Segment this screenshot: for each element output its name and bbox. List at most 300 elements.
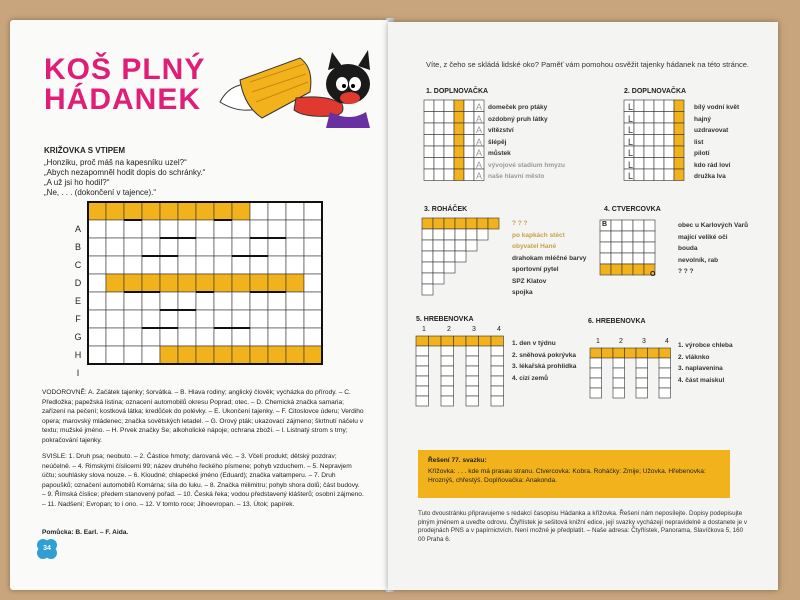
clue-item: vítězství [488, 127, 514, 134]
puzzle-cell [434, 158, 444, 170]
puzzle-cell [611, 231, 622, 242]
puzzle-cell [654, 135, 664, 147]
puzzle-cell [622, 220, 633, 231]
crossword-cell [268, 274, 286, 292]
comb-number: 4 [497, 326, 501, 333]
comb-number: 1 [422, 326, 426, 333]
puzzle-cell [491, 396, 504, 406]
crossword-cell [196, 346, 214, 364]
crossword-cell [286, 310, 304, 328]
crossword-cell [214, 220, 232, 238]
puzzle-cell [613, 348, 625, 358]
crossword-cell [124, 292, 142, 310]
puzzle-cell [441, 396, 454, 406]
puzzle-cell [455, 229, 466, 240]
crossword-cell [88, 256, 106, 274]
crossword-cell [286, 220, 304, 238]
puzzle-1-title: 1. DOPLNOVAČKA [426, 88, 489, 95]
clue-item: kdo rád loví [694, 161, 731, 169]
puzzle-cell [634, 112, 644, 124]
intro-text: Víte, z čeho se skládá lidské oko? Paměť vám pomohou osvěžit tajenky hádanek na této stránce. [426, 60, 749, 69]
crossword-cell [286, 238, 304, 256]
crossword-cell [142, 328, 160, 346]
crossword-cell [214, 346, 232, 364]
puzzle-cell [636, 348, 648, 358]
puzzle-cell [590, 378, 602, 388]
puzzle-cell [633, 242, 644, 253]
puzzle-cell [424, 158, 434, 170]
crossword-cell [142, 202, 160, 220]
clue-item: drahokam mléčné barvy [512, 254, 587, 262]
crossword-cell [124, 310, 142, 328]
crossword-cell [160, 274, 178, 292]
puzzle-cell [634, 135, 644, 147]
puzzle-cell [664, 100, 674, 112]
row-label: B [74, 242, 81, 252]
puzzle-cell [644, 253, 655, 264]
puzzle-cell [444, 218, 455, 229]
puzzle-cell [644, 231, 655, 242]
left-page [10, 20, 388, 590]
crossword-cell [286, 256, 304, 274]
crossword-cell [142, 274, 160, 292]
puzzle-5-clues [512, 338, 592, 384]
puzzle-cell [600, 253, 611, 264]
crossword-cell [268, 238, 286, 256]
puzzle-3-title: 3. ROHÁČEK [424, 206, 468, 213]
cat-basket-illustration [200, 40, 380, 130]
puzzle-cell [659, 358, 671, 368]
crossword-cell [304, 328, 322, 346]
puzzle-cell [590, 368, 602, 378]
clue-item: 3. lékařská prohlídka [512, 363, 577, 370]
crossword-cell [250, 220, 268, 238]
crossword-cell [124, 274, 142, 292]
crossword-cell [304, 220, 322, 238]
crossword-cell [178, 256, 196, 274]
puzzle-cell [674, 158, 684, 170]
crossword-cell [106, 346, 124, 364]
crossword-cell [160, 310, 178, 328]
puzzle-cell [454, 112, 464, 124]
puzzle-3-grid [422, 218, 512, 302]
crossword-cell [214, 202, 232, 220]
puzzle-cell [674, 169, 684, 181]
puzzle-cell [613, 358, 625, 368]
clue-item: ? ? ? [678, 268, 694, 275]
puzzle-6-numbers [592, 338, 682, 346]
solution-text: Křížovka: . . . kde má prasau stranu. Ctvercovka: Kobra. Roháčky: Zmije; Užovka. Hřebenovka: Hroznýš, chřestýš. Doplňovačka: Anakonda. [428, 468, 706, 484]
comb-number: 3 [472, 326, 476, 333]
crossword-cell [124, 256, 142, 274]
puzzle-cell [434, 169, 444, 181]
crossword-cell [286, 292, 304, 310]
puzzle-letter: A [476, 102, 483, 112]
clue-item: 1. den v týdnu [512, 340, 556, 347]
puzzle-6-title: 6. HREBENOVKA [588, 318, 646, 325]
clue-item: 4. část maiskul [678, 376, 725, 384]
crossword-cell [88, 202, 106, 220]
clue-item: 4. cizí zemů [512, 374, 549, 382]
puzzle-letter: L [628, 125, 634, 135]
crossword-cell [106, 328, 124, 346]
section-heading: KRIŽOVKA S VTIPEM [44, 146, 126, 155]
puzzle-3-clues [512, 218, 586, 299]
puzzle-cell [674, 100, 684, 112]
joke-line: „Abych nezapomněl hodit dopis do schránky.“ [44, 168, 206, 177]
page-number: 34 [43, 545, 51, 552]
crossword-cell [88, 292, 106, 310]
puzzle-cell [444, 100, 454, 112]
puzzle-2-title: 2. DOPLNOVAČKA [624, 88, 687, 95]
crossword-cell [124, 328, 142, 346]
crossword-cell [250, 346, 268, 364]
puzzle-cell [422, 240, 433, 251]
crossword-cell [268, 202, 286, 220]
puzzle-cell [659, 378, 671, 388]
crossword-cell [124, 346, 142, 364]
puzzle-4-corner-o: O [650, 271, 656, 278]
joke-line: „A už jsi ho hodil?“ [44, 178, 110, 187]
clue-item: list [694, 138, 704, 146]
crossword-cell [178, 328, 196, 346]
puzzle-cell [464, 123, 474, 135]
row-label: H [74, 350, 82, 360]
puzzle-cell [636, 388, 648, 398]
puzzle-cell [590, 358, 602, 368]
crossword-cell [106, 274, 124, 292]
clue-item: spojka [512, 289, 533, 296]
crossword-cell [142, 292, 160, 310]
puzzle-cell [590, 348, 602, 358]
puzzle-cell [659, 348, 671, 358]
puzzle-cell [466, 240, 477, 251]
puzzle-4-clues [678, 220, 748, 278]
puzzle-cell [613, 378, 625, 388]
crossword-cell [214, 310, 232, 328]
crossword-cell [178, 274, 196, 292]
crossword-cell [106, 310, 124, 328]
puzzle-cell [664, 135, 674, 147]
crossword-cell [178, 310, 196, 328]
puzzle-cell [416, 386, 429, 396]
puzzle-cell [444, 135, 454, 147]
crossword-cell [286, 274, 304, 292]
puzzle-cell [622, 253, 633, 264]
comb-number: 3 [642, 338, 646, 345]
puzzle-cell [636, 368, 648, 378]
puzzle-cell [424, 146, 434, 158]
puzzle-cell [664, 123, 674, 135]
puzzle-cell [633, 220, 644, 231]
puzzle-cell [455, 240, 466, 251]
puzzle-letter: L [628, 171, 634, 181]
puzzle-cell [664, 112, 674, 124]
puzzle-cell [644, 112, 654, 124]
crossword-cell [160, 220, 178, 238]
footer-note: Tuto dvoustránku připravujeme s redakcí časopisu Hádanka a křížovka. Řešení nám neposílejte. Dopisy podepisujte plným jménem a uveďte odrovu. Čtyřlístek je sešitová knižní edice, její svazky vycházejí nepravidelně a dostanete je v prodejnách PNS a v papírnictvích. Není možné je předplatit. – Naše adresa: Čtyřlístek, Panorama, Slavíčkova 5, 160 00 Praha 6. [418, 510, 748, 543]
puzzle-cell [433, 262, 444, 273]
crossword-cell [160, 202, 178, 220]
crossword-cell [196, 328, 214, 346]
crossword-cell [286, 328, 304, 346]
puzzle-cell [654, 158, 664, 170]
crossword-cell [88, 274, 106, 292]
puzzle-cell [644, 158, 654, 170]
puzzle-cell [659, 368, 671, 378]
puzzle-cell [633, 253, 644, 264]
row-label: A [74, 224, 81, 234]
puzzle-cell [416, 346, 429, 356]
comb-number: 4 [665, 338, 669, 345]
puzzle-cell [590, 388, 602, 398]
puzzle-cell [674, 146, 684, 158]
solution-box [418, 450, 730, 498]
puzzle-cell [422, 262, 433, 273]
crossword-cell [250, 202, 268, 220]
puzzle-cell [611, 242, 622, 253]
puzzle-cell [654, 169, 664, 181]
crossword-cell [88, 220, 106, 238]
crossword-cell [214, 256, 232, 274]
puzzle-4-corner-b: B [602, 221, 608, 228]
crossword-cell [88, 346, 106, 364]
puzzle-cell [466, 356, 479, 366]
puzzle-cell [466, 386, 479, 396]
puzzle-letter: A [476, 148, 483, 158]
puzzle-cell [422, 229, 433, 240]
crossword-cell [232, 202, 250, 220]
clue-item: domeček pro ptáky [488, 104, 548, 111]
puzzle-cell [434, 100, 444, 112]
puzzle-cell [602, 348, 614, 358]
puzzle-cell [466, 218, 477, 229]
crossword-cell [106, 202, 124, 220]
puzzle-cell [422, 273, 433, 284]
crossword-cell [178, 220, 196, 238]
clue-item: hajný [694, 115, 711, 123]
clues-vertical: SVISLE: 1. Druh psa; neobuto. – 2. Částice hmoty; darovaná věc. – 3. Včelí produkt; dětský pozdrav; neúčelně. – 4. Rimskými číslicemi 99; název druhého řeckého písmene; pohyb vzduchem. – 5. Nepravjem účtu; souhlásky slova nouze. – 6. Kloudné; chlapecké jméno (Eduard); značka valtamperu. – 7. Druh papoušků; označení automobilů Komárna; síla do luku. – 8. Značka milimitru; pohyb shora dolů; část budovy. – 9. Římská číslice; předem stanovený pořad. – 10. Česká řeka; vodou představený klášterů; osobní zájmeno. – 11. Nadšení; Evropan; to i ono. – 12. V tomto roce; Jihoevropan. – 13. Útok; papírek. [42, 453, 364, 508]
puzzle-cell [444, 112, 454, 124]
puzzle-cell [636, 378, 648, 388]
clue-item: po kapkách stéct [512, 231, 565, 239]
solution-title: Řešení 77. svazku: [428, 457, 487, 464]
puzzle-letter: L [628, 148, 634, 158]
puzzle-cell [433, 273, 444, 284]
crossword-cell [106, 238, 124, 256]
puzzle-cell [424, 169, 434, 181]
crossword-row-labels [72, 216, 86, 378]
puzzle-1-clues [488, 102, 565, 183]
crossword-cell [232, 328, 250, 346]
puzzle-cell [441, 376, 454, 386]
crossword-cell [124, 238, 142, 256]
clue-item: šlépěj [488, 138, 507, 146]
puzzle-cell [654, 146, 664, 158]
crossword-cell [214, 274, 232, 292]
crossword-cell [178, 346, 196, 364]
clue-item: ozdobný pruh látky [488, 115, 548, 123]
puzzle-cell [674, 123, 684, 135]
puzzle-cell [434, 123, 444, 135]
crossword-grid [88, 202, 322, 364]
puzzle-letter: L [628, 113, 634, 124]
clue-item: 2. sněhová pokrývka [512, 351, 576, 359]
crossword-cell [304, 310, 322, 328]
puzzle-letter: A [476, 125, 483, 135]
crossword-cell [196, 292, 214, 310]
puzzle-cell [464, 146, 474, 158]
clue-item: bílý vodní květ [694, 104, 740, 111]
puzzle-cell [416, 366, 429, 376]
crossword-cell [196, 202, 214, 220]
crossword-cell [124, 220, 142, 238]
crossword-cell [232, 238, 250, 256]
puzzle-cell [454, 169, 464, 181]
puzzle-letter: A [476, 113, 483, 124]
row-label: E [74, 296, 81, 306]
row-label: C [74, 260, 82, 270]
crossword-cell [250, 238, 268, 256]
puzzle-cell [433, 218, 444, 229]
puzzle-cell [644, 135, 654, 147]
puzzle-cell [444, 158, 454, 170]
puzzle-cell [444, 146, 454, 158]
puzzle-cell [648, 348, 660, 358]
puzzle-cell [416, 336, 429, 346]
page-title-line1: KOŠ PLNÝ [44, 53, 206, 86]
clue-item: ? ? ? [512, 220, 528, 227]
puzzle-cell [441, 386, 454, 396]
puzzle-letter: A [476, 171, 483, 181]
clue-item: 2. vláknko [678, 353, 710, 361]
puzzle-cell [613, 368, 625, 378]
puzzle-cell [634, 158, 644, 170]
puzzle-cell [664, 158, 674, 170]
puzzle-cell [464, 100, 474, 112]
crossword-cell [268, 256, 286, 274]
crossword-cell [142, 220, 160, 238]
puzzle-cell [477, 218, 488, 229]
puzzle-cell [491, 346, 504, 356]
crossword-cell [232, 292, 250, 310]
puzzle-cell [622, 242, 633, 253]
clue-item: naše hlavní město [488, 173, 545, 180]
puzzle-cell [600, 231, 611, 242]
puzzle-cell [433, 229, 444, 240]
crossword-cell [268, 328, 286, 346]
puzzle-cell [633, 264, 644, 275]
puzzle-cell [422, 284, 433, 295]
crossword-cell [178, 292, 196, 310]
crossword-cell [178, 238, 196, 256]
puzzle-cell [644, 146, 654, 158]
comb-number: 2 [619, 338, 623, 345]
crossword-cell [268, 292, 286, 310]
puzzle-cell [422, 218, 433, 229]
crossword-cell [160, 238, 178, 256]
crossword-cell [268, 346, 286, 364]
puzzle-cell [454, 100, 464, 112]
puzzle-cell [466, 366, 479, 376]
puzzle-cell [659, 388, 671, 398]
puzzle-cell [664, 169, 674, 181]
clue-item: 1. výrobce chleba [678, 342, 733, 349]
puzzle-cell [654, 123, 664, 135]
row-label: I [76, 368, 80, 378]
puzzle-cell [644, 220, 655, 231]
puzzle-6-grid [590, 348, 680, 410]
puzzle-cell [454, 123, 464, 135]
puzzle-cell [424, 123, 434, 135]
crossword-cell [286, 202, 304, 220]
puzzle-cell [479, 336, 492, 346]
puzzle-cell [441, 356, 454, 366]
puzzle-cell [444, 169, 454, 181]
crossword-cell [196, 220, 214, 238]
clue-item: nevolník, rab [678, 256, 719, 264]
clue-item: 3. naplavenina [678, 365, 723, 372]
puzzle-cell [654, 112, 664, 124]
comb-number: 1 [596, 338, 600, 345]
help-note: Pomůcka: B. Earl. – F. Aida. [42, 529, 129, 536]
puzzle-cell [464, 135, 474, 147]
puzzle-cell [424, 112, 434, 124]
puzzle-cell [441, 336, 454, 346]
puzzle-cell [622, 231, 633, 242]
crossword-cell [160, 346, 178, 364]
puzzle-2-clues [694, 102, 739, 183]
puzzle-cell [455, 218, 466, 229]
crossword-cell [142, 346, 160, 364]
puzzle-letter: A [476, 136, 483, 147]
crossword-cell [268, 310, 286, 328]
puzzle-cell [433, 251, 444, 262]
puzzle-6-clues [678, 340, 733, 386]
puzzle-cell [654, 100, 664, 112]
crossword-cell [160, 256, 178, 274]
right-page [388, 22, 778, 590]
puzzle-cell [441, 366, 454, 376]
crossword-cell [88, 310, 106, 328]
puzzle-cell [444, 262, 455, 273]
puzzle-4-title: 4. CTVERCOVKA [604, 206, 661, 213]
crossword-cell [196, 238, 214, 256]
puzzle-cell [444, 240, 455, 251]
crossword-cell [232, 346, 250, 364]
puzzle-cell [416, 396, 429, 406]
puzzle-cell [674, 135, 684, 147]
puzzle-letter: L [628, 136, 634, 147]
crossword-cell [268, 220, 286, 238]
puzzle-cell [444, 123, 454, 135]
crossword-cell [124, 202, 142, 220]
puzzle-cell [464, 169, 474, 181]
crossword-cell [304, 256, 322, 274]
puzzle-letter: L [628, 159, 634, 170]
puzzle-cell [477, 229, 488, 240]
crossword-cell [232, 310, 250, 328]
puzzle-cell [454, 158, 464, 170]
crossword-cell [196, 274, 214, 292]
clue-item: mající veliké oči [678, 233, 728, 241]
puzzle-cell [444, 251, 455, 262]
clue-item: uzdravovat [694, 127, 729, 134]
crossword-cell [160, 292, 178, 310]
crossword-cell [304, 238, 322, 256]
puzzle-cell [600, 242, 611, 253]
clue-item: bouda [678, 245, 698, 252]
